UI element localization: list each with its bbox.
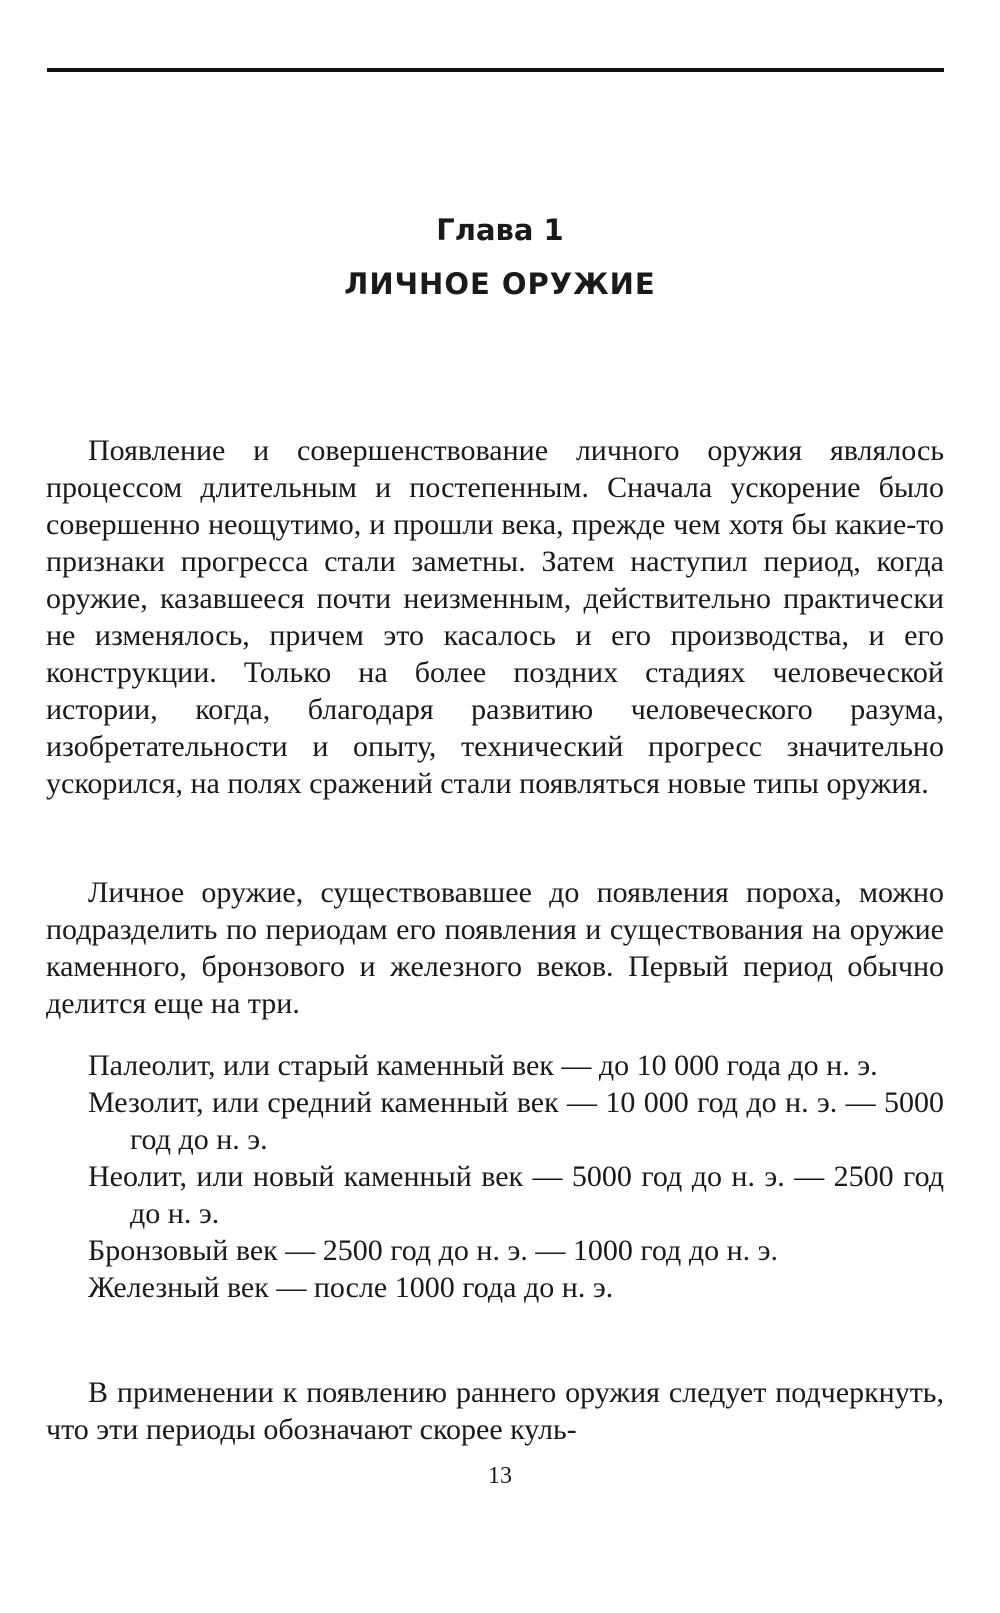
period-item: Мезолит, или средний каменный век — 10 000 год до н. э. — 5000 год до н. э. <box>88 1086 944 1156</box>
paragraph: В применении к появлению раннего оружия следует подчеркнуть, что эти периоды обозначают скорее куль- <box>46 1376 944 1446</box>
paragraph: Личное оружие, существовавшее до появления пороха, можно подразделить по периодам его появления и существования на оружие каменного, бронзового и железного веков. Первый период обычно делится еще на три. <box>46 876 944 1020</box>
top-rule <box>47 68 944 72</box>
period-list <box>88 1047 944 1306</box>
closing-paragraph-block <box>46 1374 944 1448</box>
paragraph: Появление и совершенствование личного оружия являлось процессом длительным и постепенным. Сначала ускорение было совершенно неощутимо, и прошли века, прежде чем хотя бы какие-то признаки прогресса стали заметны. Затем наступил период, когда оружие, казавшееся почти неизменным, действительно практически не изменялось, причем это касалось и его производства, и его конструкции. Только на более поздних стадиях человеческой истории, когда, благодаря развитию человеческого разума, изобретательности и опыту, технический прогресс значительно ускорился, на полях сражений стали появляться новые типы оружия. <box>46 434 944 800</box>
period-item: Неолит, или новый каменный век — 5000 год до н. э. — 2500 год до н. э. <box>88 1160 944 1230</box>
second-paragraph-block <box>46 874 944 1022</box>
period-item: Палеолит, или старый каменный век — до 10 000 года до н. э. <box>88 1049 878 1082</box>
page-number: 13 <box>488 1463 512 1489</box>
chapter-label: Глава 1 <box>436 213 564 247</box>
intro-paragraph-block <box>46 432 944 802</box>
period-item: Бронзовый век — 2500 год до н. э. — 1000 год до н. э. <box>88 1234 779 1267</box>
period-item: Железный век — после 1000 года до н. э. <box>88 1271 614 1304</box>
chapter-title: ЛИЧНОЕ ОРУЖИЕ <box>344 267 656 301</box>
